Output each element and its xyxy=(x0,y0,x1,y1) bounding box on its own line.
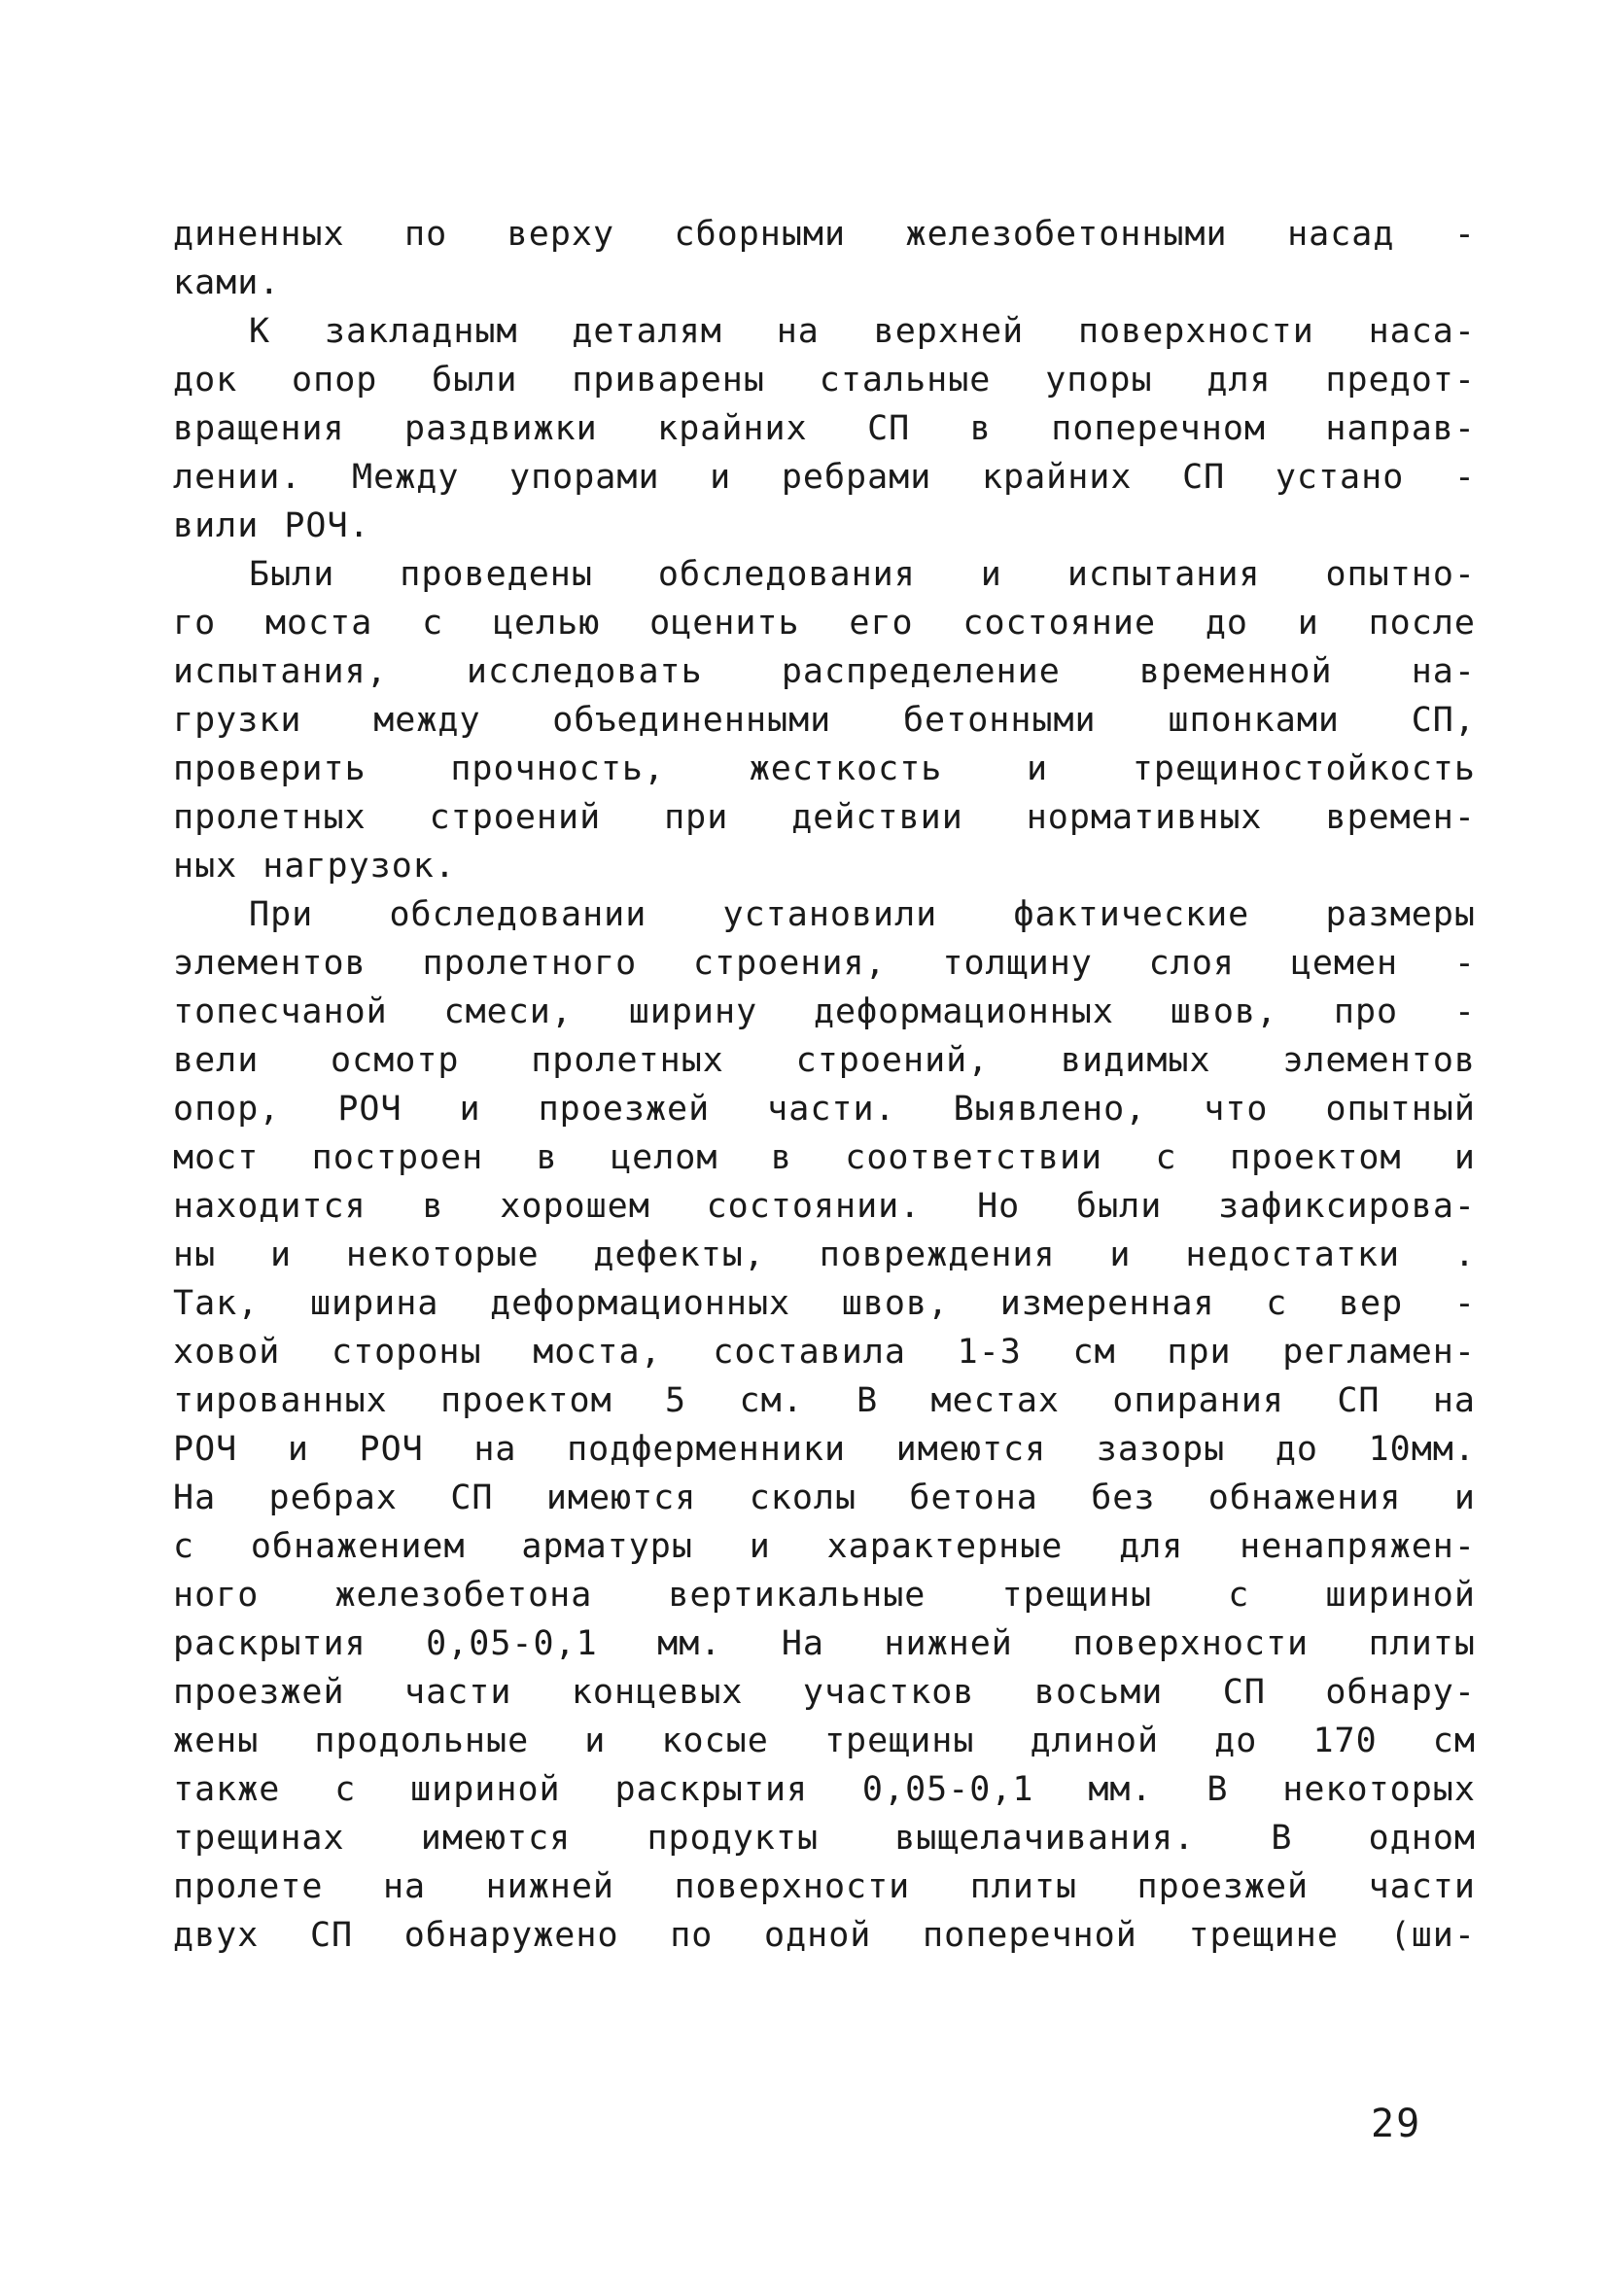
text-line: вили РОЧ. xyxy=(173,506,370,545)
text-line: пролете на нижней поверхности плиты проезжей части xyxy=(173,1867,1476,1906)
page-number: 29 xyxy=(1371,2102,1422,2146)
text-line: Были проведены обследования и испытания опытно- xyxy=(249,555,1476,594)
text-line: испытания, исследовать распределение временной на- xyxy=(173,652,1476,691)
text-line: ны и некоторые дефекты, повреждения и недостатки . xyxy=(173,1235,1476,1274)
text-line: диненных по верху сборными железобетонными насад - xyxy=(173,215,1476,254)
text-line: трещинах имеются продукты выщелачивания. В одном xyxy=(173,1819,1476,1858)
text-line: жены продольные и косые трещины длиной до 170 см xyxy=(173,1722,1476,1760)
text-line: тированных проектом 5 см. В местах опирания СП на xyxy=(173,1381,1476,1420)
text-line: вращения раздвижки крайних СП в поперечном направ- xyxy=(173,409,1476,448)
text-line: пролетных строений при действии нормативных времен- xyxy=(173,798,1476,837)
text-line: топесчаной смеси, ширину деформационных швов, про - xyxy=(173,992,1476,1031)
text-line: двух СП обнаружено по одной поперечной трещине (ши- xyxy=(173,1916,1476,1955)
text-line: ками. xyxy=(173,263,281,302)
text-line: ховой стороны моста, составила 1-3 см при регламен- xyxy=(173,1333,1476,1372)
text-line: го моста с целью оценить его состояние до и после xyxy=(173,604,1476,643)
text-line: грузки между объединенными бетонными шпонками СП, xyxy=(173,701,1476,740)
text-line: находится в хорошем состоянии. Но были зафиксирова- xyxy=(173,1187,1476,1226)
text-line: проверить прочность, жесткость и трещиностойкость xyxy=(173,749,1476,788)
text-line: опор, РОЧ и проезжей части. Выявлено, что опытный xyxy=(173,1090,1476,1129)
text-line: мост построен в целом в соответствии с проектом и xyxy=(173,1138,1476,1177)
text-line: лении. Между упорами и ребрами крайних СП устано - xyxy=(173,458,1476,497)
text-line: РОЧ и РОЧ на подферменники имеются зазоры до 10мм. xyxy=(173,1430,1476,1469)
text-line: Так, ширина деформационных швов, измеренная с вер - xyxy=(173,1284,1476,1323)
text-line: раскрытия 0,05-0,1 мм. На нижней поверхности плиты xyxy=(173,1624,1476,1663)
body-text xyxy=(173,210,1476,1960)
text-line: проезжей части концевых участков восьми СП обнару- xyxy=(173,1673,1476,1712)
text-line: элементов пролетного строения, толщину слоя цемен - xyxy=(173,944,1476,983)
text-line: На ребрах СП имеются сколы бетона без обнажения и xyxy=(173,1478,1476,1517)
text-line: док опор были приварены стальные упоры для предот- xyxy=(173,361,1476,400)
text-line: с обнажением арматуры и характерные для ненапряжен- xyxy=(173,1527,1476,1566)
text-line: вели осмотр пролетных строений, видимых элементов xyxy=(173,1041,1476,1080)
text-line: При обследовании установили фактические размеры xyxy=(249,895,1476,934)
text-line: К закладным деталям на верхней поверхности наса- xyxy=(249,312,1476,351)
text-line: ных нагрузок. xyxy=(173,847,456,886)
text-line: также с шириной раскрытия 0,05-0,1 мм. В некоторых xyxy=(173,1770,1476,1809)
text-line: ного железобетона вертикальные трещины с шириной xyxy=(173,1576,1476,1615)
